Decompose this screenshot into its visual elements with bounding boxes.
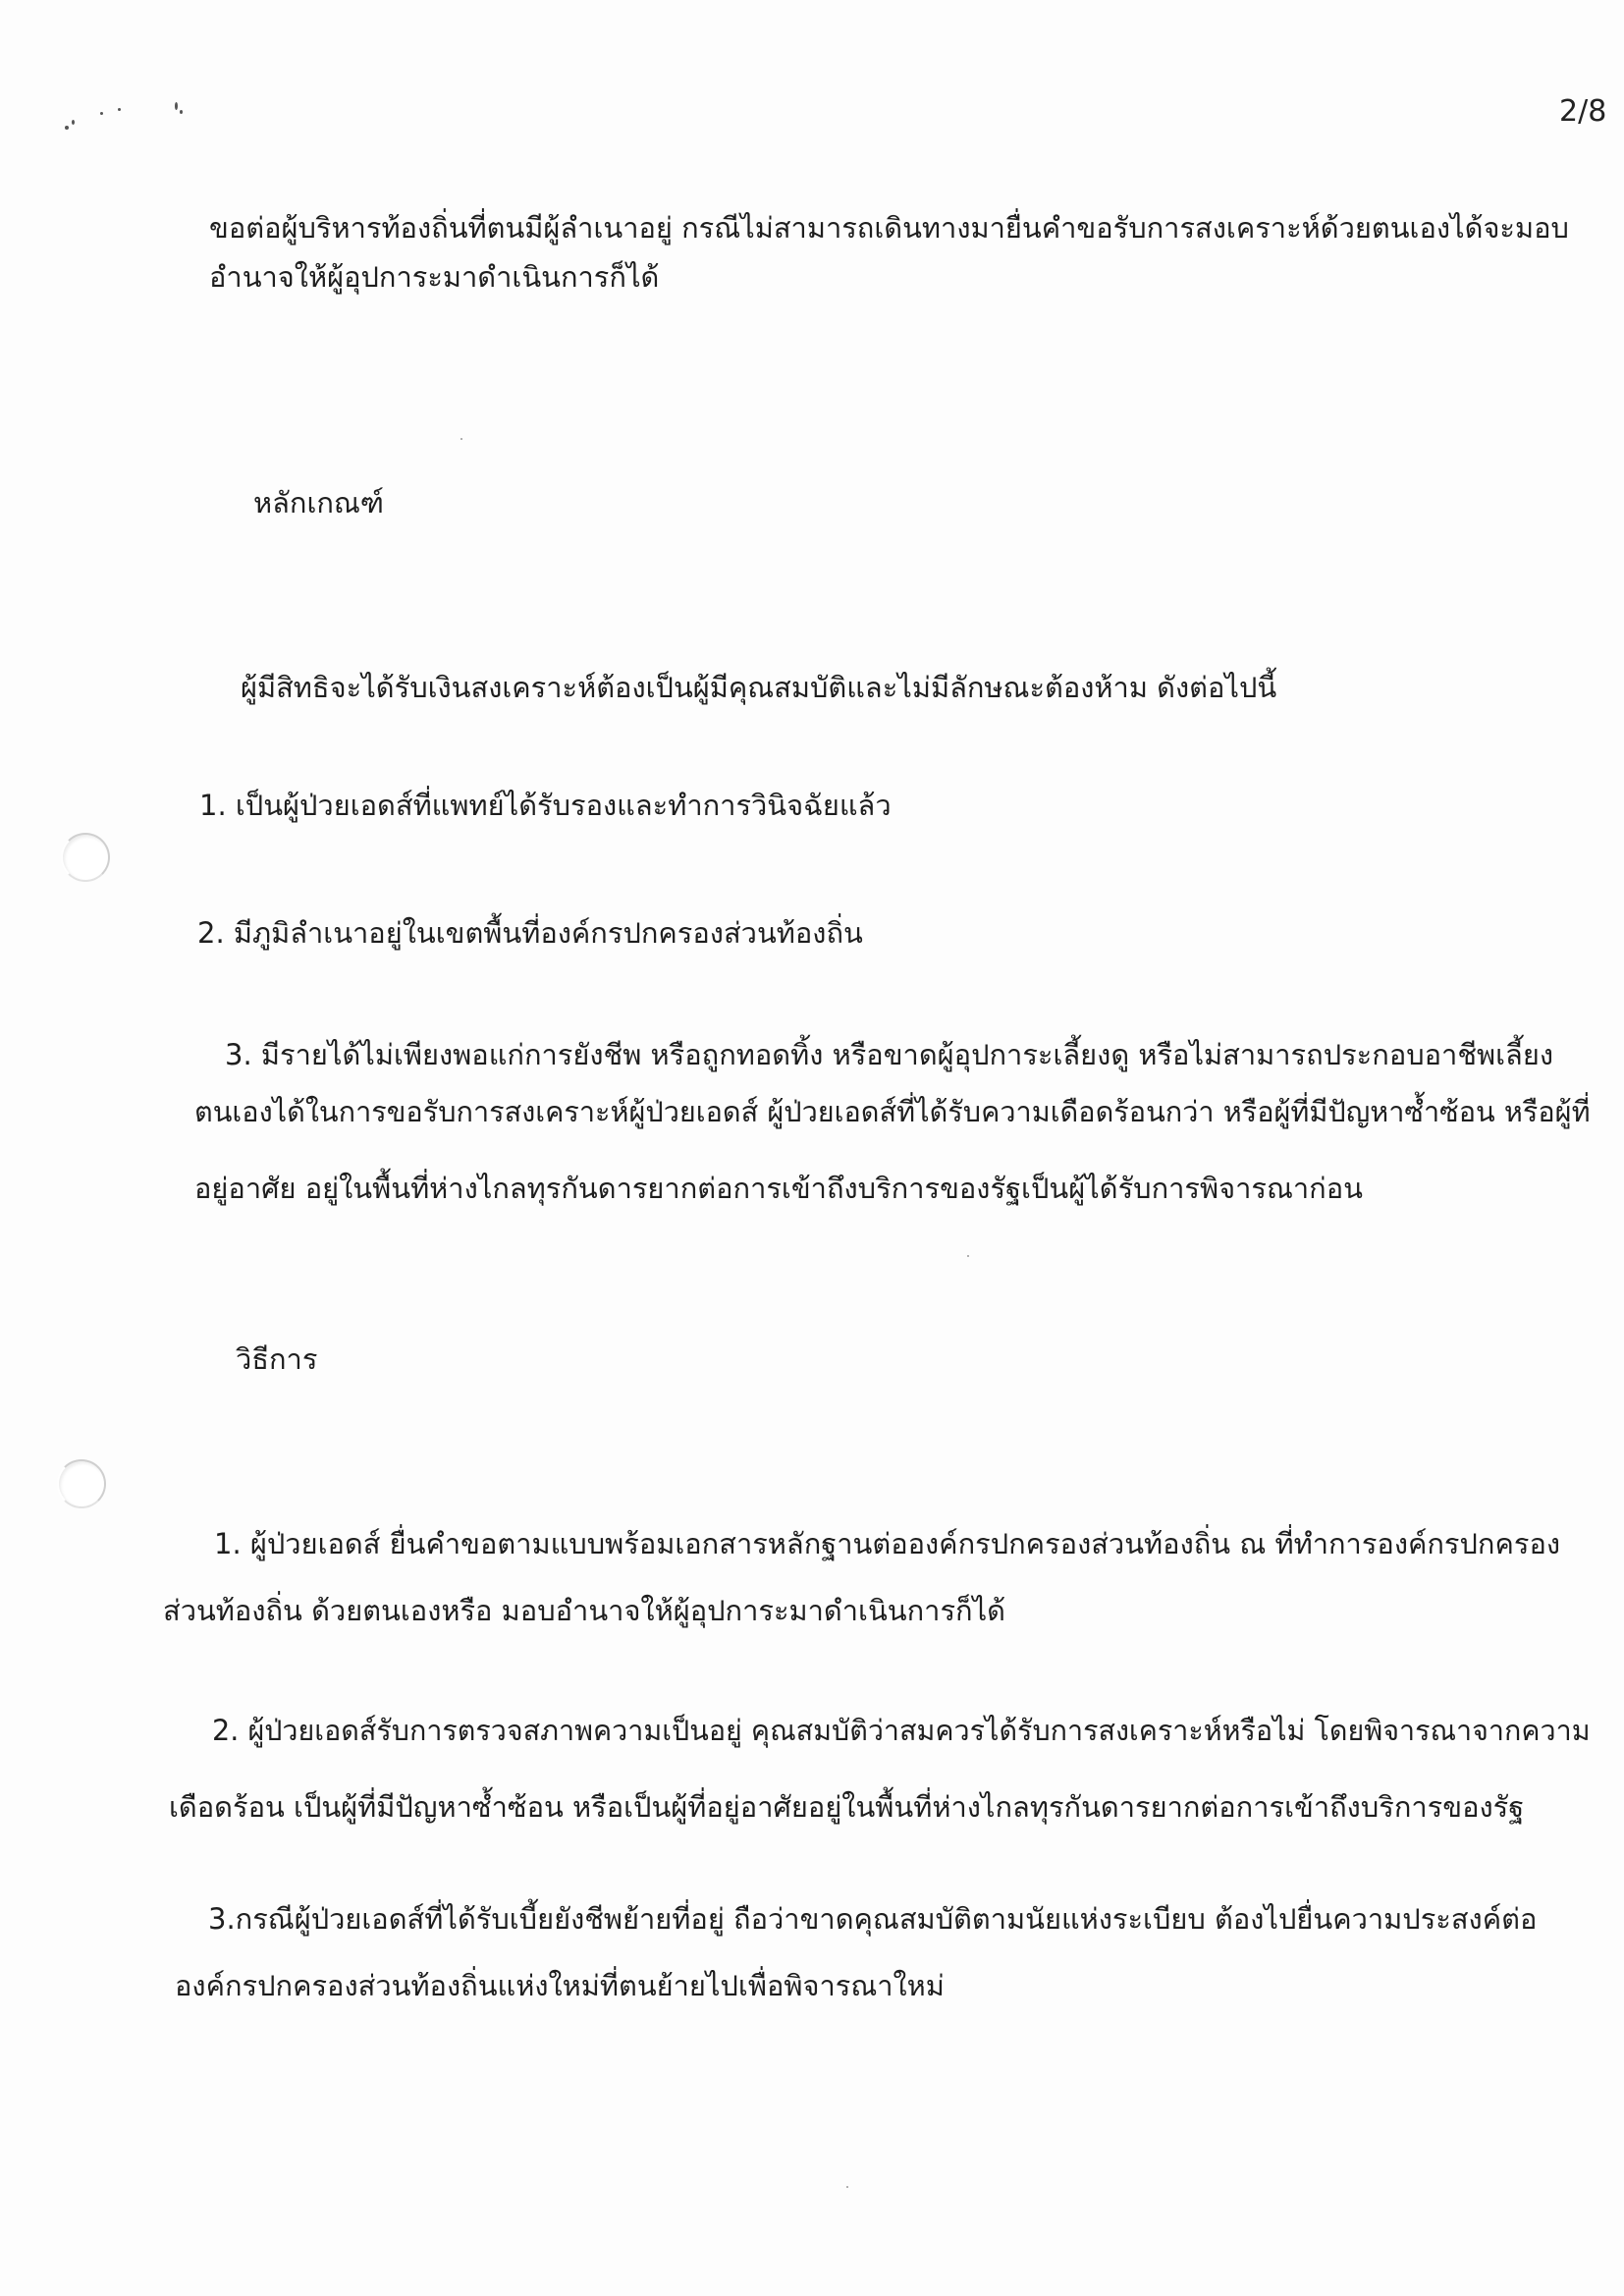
procedure-item-2-line-1: 2. ผู้ป่วยเอดส์รับการตรวจสภาพความเป็นอยู่ คุณสมบัติว่าสมควรได้รับการสงเคราะห์หรือไม่ โดยพิจารณาจากความ — [212, 1714, 1591, 1747]
scan-dot — [967, 1255, 969, 1257]
criteria-item-3-line-2: ตนเองได้ในการขอรับการสงเคราะห์ผู้ป่วยเอดส์ ผู้ป่วยเอดส์ที่ได้รับความเดือดร้อนกว่า หรือผู้ที่มีปัญหาซ้ำซ้อน หรือผู้ที่ — [194, 1095, 1591, 1128]
criteria-item-2: 2. มีภูมิลำเนาอยู่ในเขตพื้นที่องค์กรปกครองส่วนท้องถิ่น — [197, 916, 863, 950]
procedure-item-3-line-2: องค์กรปกครองส่วนท้องถิ่นแห่งใหม่ที่ตนย้ายไปเพื่อพิจารณาใหม่ — [175, 1969, 945, 2002]
criteria-item-3-line-1: 3. มีรายได้ไม่เพียงพอแก่การยังชีพ หรือถูกทอดทิ้ง หรือขาดผู้อุปการะเลี้ยงดู หรือไม่สามารถประกอบอาชีพเลี้ยง — [225, 1038, 1553, 1071]
scan-specks — [61, 96, 198, 136]
page-number: 2/8 — [1559, 94, 1607, 129]
scan-dot — [846, 2186, 848, 2188]
intro-line-2: อำนาจให้ผู้อุปการะมาดำเนินการก็ได้ — [209, 260, 660, 294]
procedure-heading: วิธีการ — [236, 1342, 318, 1376]
punch-hole-top — [61, 833, 110, 882]
criteria-item-3-line-3: อยู่อาศัย อยู่ในพื้นที่ห่างไกลทุรกันดารยากต่อการเข้าถึงบริการของรัฐเป็นผู้ได้รับการพิจารณาก่อน — [194, 1172, 1363, 1205]
procedure-item-3-line-1: 3.กรณีผู้ป่วยเอดส์ที่ได้รับเบี้ยยังชีพย้ายที่อยู่ ถือว่าขาดคุณสมบัติตามนัยแห่งระเบียบ ต้องไปยื่นความประสงค์ต่อ — [208, 1902, 1538, 1936]
criteria-lead: ผู้มีสิทธิจะได้รับเงินสงเคราะห์ต้องเป็นผู้มีคุณสมบัติและไม่มีลักษณะต้องห้าม ดังต่อไปนี้ — [241, 671, 1277, 704]
procedure-item-1-line-2: ส่วนท้องถิ่น ด้วยตนเองหรือ มอบอำนาจให้ผู้อุปการะมาดำเนินการก็ได้ — [163, 1594, 1005, 1627]
procedure-item-2-line-2: เดือดร้อน เป็นผู้ที่มีปัญหาซ้ำซ้อน หรือเป็นผู้ที่อยู่อาศัยอยู่ในพื้นที่ห่างไกลทุรกันดารยากต่อการเข้าถึงบริการของรัฐ — [169, 1790, 1525, 1824]
procedure-item-1-line-1: 1. ผู้ป่วยเอดส์ ยื่นคำขอตามแบบพร้อมเอกสารหลักฐานต่อองค์กรปกครองส่วนท้องถิ่น ณ ที่ทำการองค์กรปกครอง — [214, 1527, 1561, 1560]
punch-hole-bottom — [57, 1459, 106, 1508]
intro-line-1: ขอต่อผู้บริหารท้องถิ่นที่ตนมีผู้ลำเนาอยู่ กรณีไม่สามารถเดินทางมายื่นคำขอรับการสงเคราะห์ด้วยตนเองได้จะมอบ — [209, 211, 1569, 245]
scan-dot — [460, 438, 462, 440]
criteria-heading: หลักเกณฑ์ — [253, 486, 384, 519]
criteria-item-1: 1. เป็นผู้ป่วยเอดส์ที่แพทย์ได้รับรองและทำการวินิจฉัยแล้ว — [199, 789, 892, 822]
